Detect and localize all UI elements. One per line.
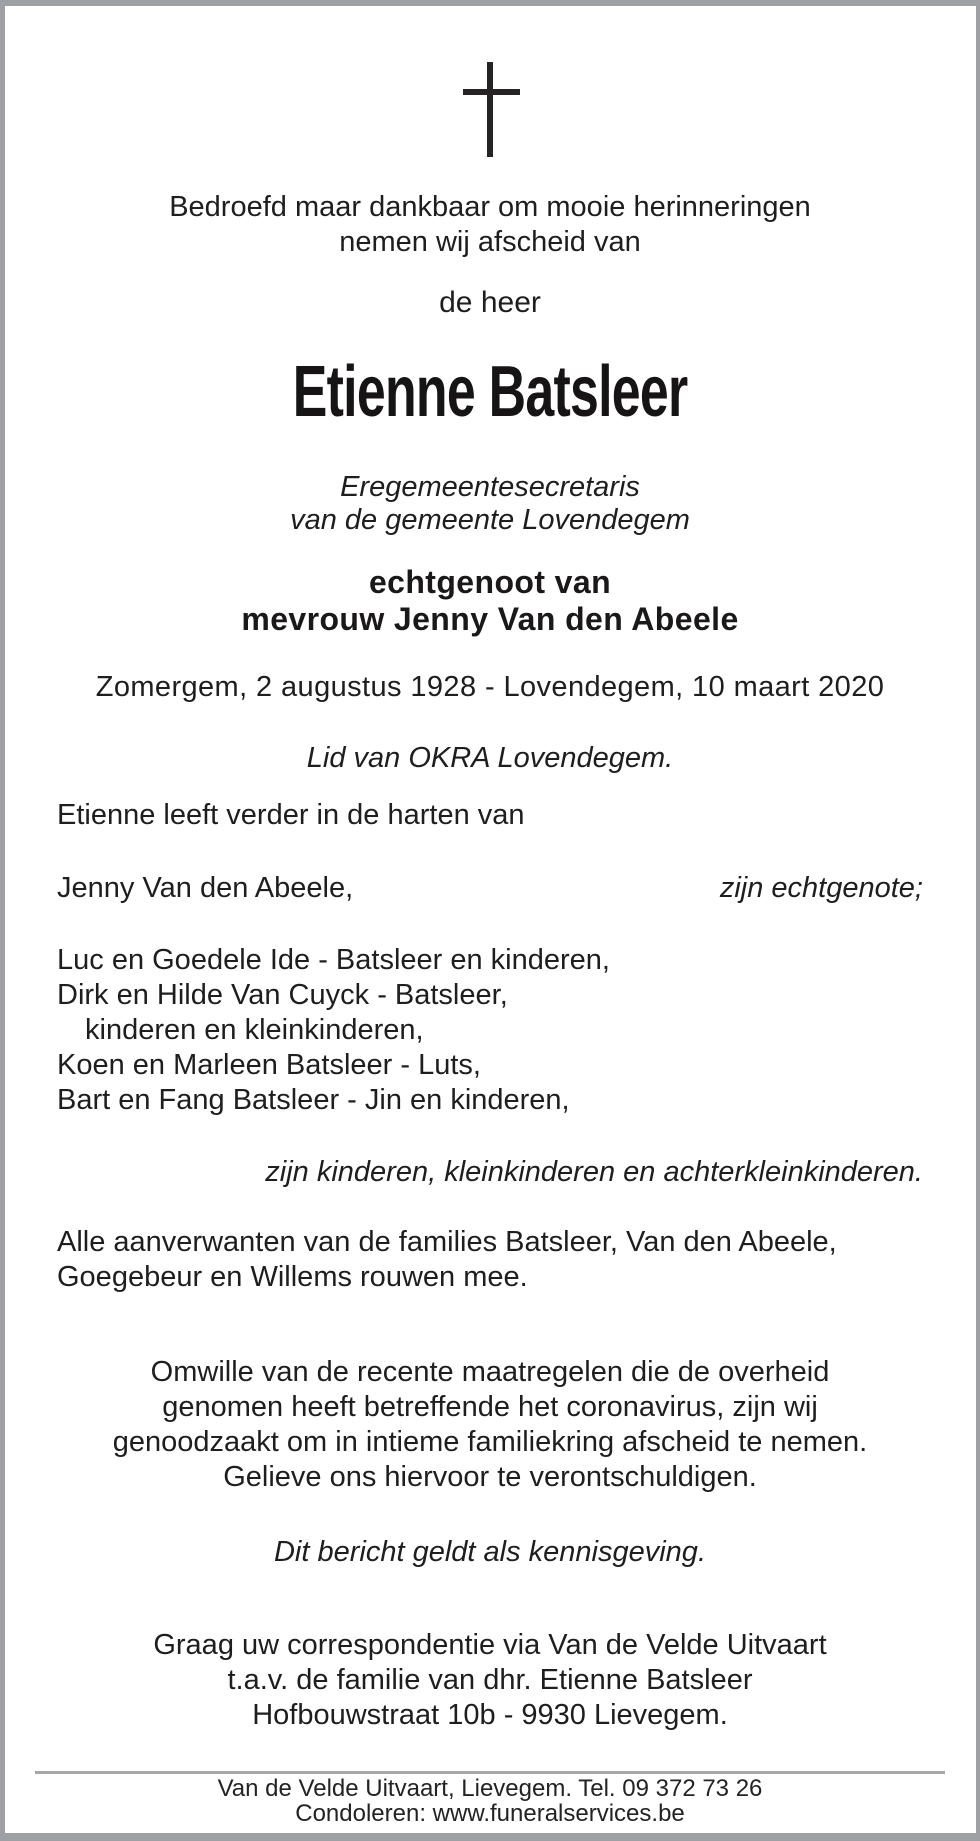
spouse-intro-line-1: echtgenoot van [368, 564, 612, 600]
covid-notice-line-2: genomen heeft betreffende het coronavirus, zijn wij [162, 1391, 818, 1423]
spouse-name: Jenny Van den Abeele, [57, 872, 354, 904]
child-line: Bart en Fang Batsleer - Jin en kinderen, [57, 1084, 570, 1116]
intro-line-1: Bedroefd maar dankbaar om mooie herinneringen [169, 191, 811, 223]
child-line: Koen en Marleen Batsleer - Luts, [57, 1049, 481, 1081]
honorary-title-line-2: van de gemeente Lovendegem [290, 504, 690, 536]
covid-notice-line-3: genoodzaakt om in intieme familiekring afscheid te nemen. [112, 1426, 868, 1458]
intro-line-2: nemen wij afscheid van [339, 226, 641, 258]
spouse-intro-line-2: mevrouw Jenny Van den Abeele [241, 601, 739, 637]
covid-notice-line-1: Omwille van de recente maatregelen die de overheid [150, 1356, 830, 1388]
membership-line: Lid van OKRA Lovendegem. [306, 742, 674, 774]
frame-border-bottom [0, 1833, 980, 1841]
children-relation: zijn kinderen, kleinkinderen en achterkleinkinderen. [265, 1156, 923, 1188]
notice-line: Dit bericht geldt als kennisgeving. [273, 1536, 706, 1568]
life-dates: Zomergem, 2 augustus 1928 - Lovendegem, 10 maart 2020 [95, 671, 885, 703]
honorary-title-line-1: Eregemeentesecretaris [340, 471, 640, 503]
survivors-intro: Etienne leeft verder in de harten van [57, 799, 525, 831]
footer-contact: Van de Velde Uitvaart, Lievegem. Tel. 09 372 73 26 [217, 1775, 763, 1802]
deceased-name-row [0, 352, 980, 443]
correspondence-line-3: Hofbouwstraat 10b - 9930 Lievegem. [252, 1699, 728, 1731]
cross-horizontal-bar [463, 89, 520, 95]
frame-border-top [0, 0, 980, 6]
child-line: Luc en Goedele Ide - Batsleer en kinderen, [57, 944, 610, 976]
correspondence-line-2: t.a.v. de familie van dhr. Etienne Batsleer [227, 1664, 753, 1696]
families-line-2: Goegebeur en Willems rouwen mee. [57, 1261, 528, 1293]
salutation: de heer [439, 286, 541, 319]
families-line-1: Alle aanverwanten van de families Batsleer, Van den Abeele, [57, 1226, 837, 1258]
covid-notice-line-4: Gelieve ons hiervoor te verontschuldigen. [223, 1461, 757, 1493]
spouse-relation: zijn echtgenote; [719, 872, 923, 904]
cross-vertical-bar [487, 62, 493, 157]
child-line: kinderen en kleinkinderen, [85, 1014, 424, 1046]
child-line: Dirk en Hilde Van Cuyck - Batsleer, [57, 979, 508, 1011]
deceased-name: Etienne Batsleer [292, 352, 688, 432]
divider-rule [35, 1771, 945, 1774]
correspondence-line-1: Graag uw correspondentie via Van de Velde Uitvaart [153, 1629, 827, 1661]
footer-condolences: Condoleren: www.funeralservices.be [295, 1800, 685, 1827]
